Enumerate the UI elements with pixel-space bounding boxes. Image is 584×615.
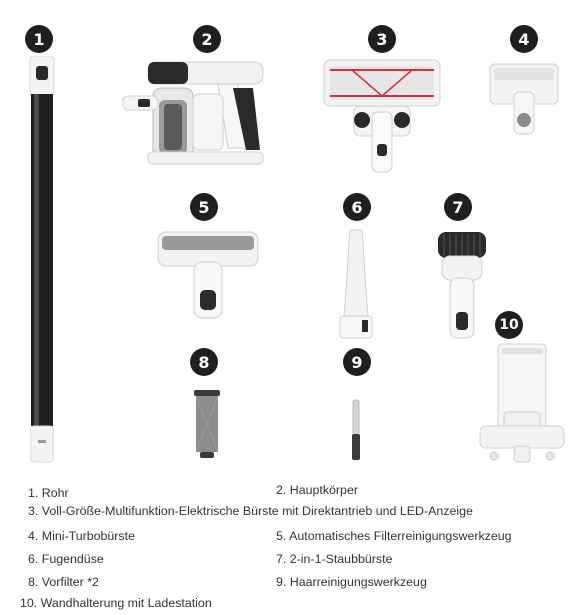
pre-filter-icon [190,388,224,464]
caption-10: 10. Wandhalterung mit Ladestation [20,596,212,610]
hair-cleaning-tool-icon [345,398,367,462]
badge-8: 8 [190,348,218,376]
caption-8: 8. Vorfilter *2 [28,575,99,589]
tube-icon [22,56,62,466]
floor-brush-icon [322,58,442,178]
caption-4: 4. Mini-Turbobürste [28,529,135,543]
badge-4: 4 [510,25,538,53]
caption-9: 9. Haarreinigungswerkzeug [276,575,427,589]
badge-10: 10 [495,311,523,339]
mini-turbo-brush-icon [488,62,560,138]
filter-cleaning-tool-icon [156,228,260,322]
caption-6: 6. Fugendüse [28,552,104,566]
badge-1: 1 [25,25,53,53]
caption-7: 7. 2-in-1-Staubbürste [276,552,393,566]
caption-5: 5. Automatisches Filterreinigungswerkzeug [276,529,512,543]
badge-7: 7 [444,193,472,221]
wall-mount-icon [474,342,570,468]
badge-5: 5 [190,193,218,221]
caption-2: 2. Hauptkörper [276,483,358,497]
crevice-tool-icon [334,226,378,342]
badge-2: 2 [193,25,221,53]
badge-9: 9 [343,348,371,376]
main-body-icon [118,58,278,168]
caption-3: 3. Voll-Größe-Multifunktion-Elektrische Bürste mit Direktantrieb und LED-Anzeige [28,504,473,518]
badge-6: 6 [343,193,371,221]
dust-brush-icon [434,228,490,342]
badge-3: 3 [368,25,396,53]
caption-1: 1. Rohr [28,486,69,500]
